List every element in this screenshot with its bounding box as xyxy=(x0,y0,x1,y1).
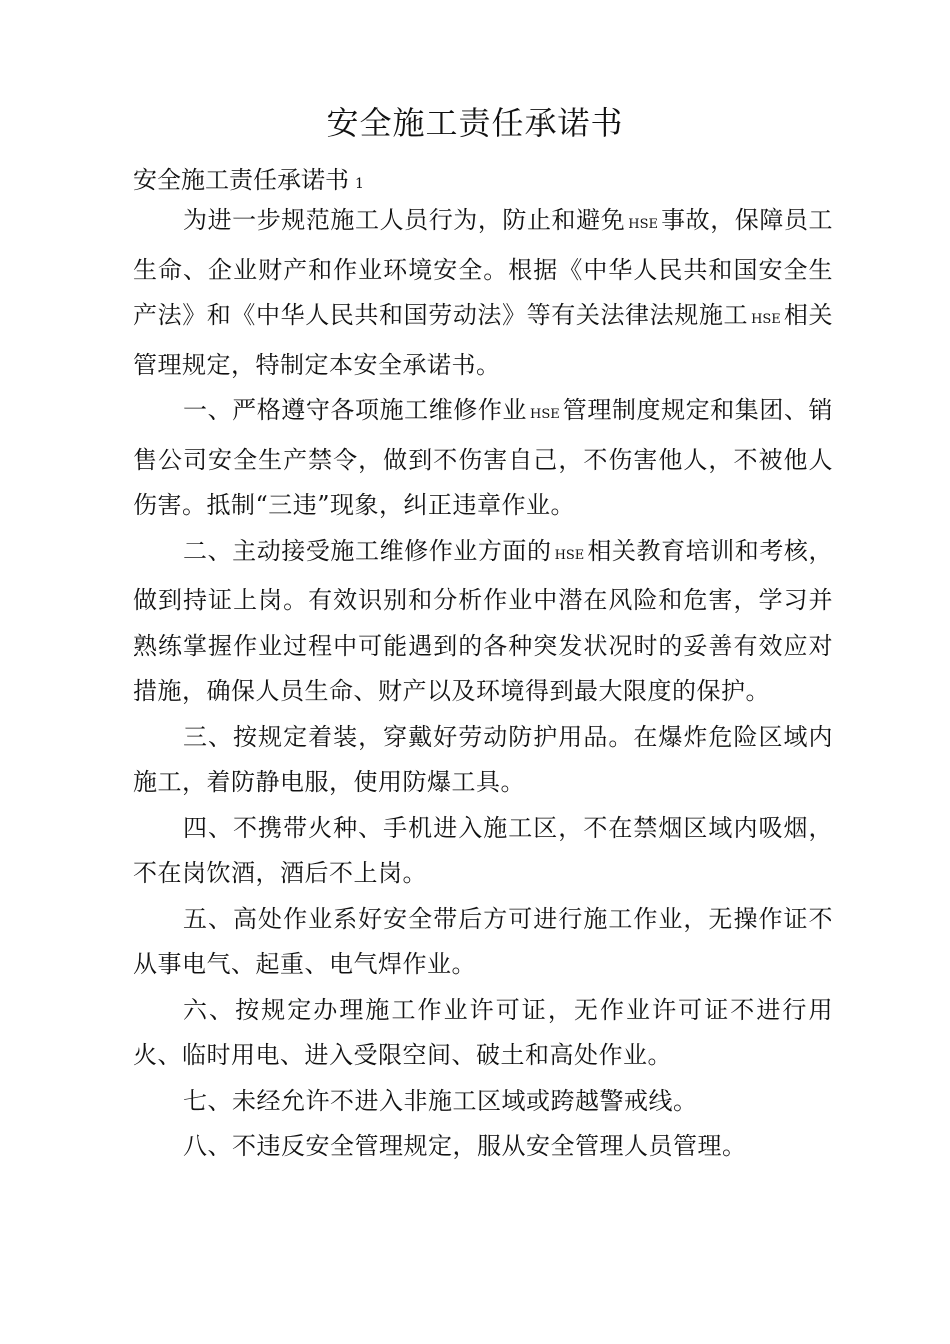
paragraph-text: 二、主动接受施工维修作业方面的 xyxy=(183,536,552,565)
document-title: 安全施工责任承诺书 xyxy=(326,104,624,142)
paragraph-text: 八、不违反安全管理规定，服从安全管理人员管理。 xyxy=(183,1132,747,1160)
paragraph-text: 七、未经允许不进入非施工区域或跨越警戒线。 xyxy=(183,1086,698,1115)
document-body xyxy=(133,198,833,1170)
paragraph xyxy=(133,806,833,897)
paragraph-text: 事故，保障员工生命、企业财产和作业环境安全。根据《中华人民共和国安全生产法》和《中华人民共和国劳动法》等有关法律法规施工 xyxy=(133,206,834,329)
paragraph xyxy=(133,529,833,715)
paragraph xyxy=(133,198,833,388)
paragraph-text: 六、按规定办理施工作业许可证，无作业许可证不进行用火、临时用电、进入受限空间、破土和高处作业。 xyxy=(133,995,833,1069)
paragraph xyxy=(133,897,833,988)
abbreviation-text: HSE xyxy=(751,312,781,327)
paragraph xyxy=(133,715,833,806)
subtitle-text: 安全施工责任承诺书 xyxy=(133,166,349,194)
paragraph-text: 一、严格遵守各项施工维修作业 xyxy=(183,396,527,424)
paragraph-text: 三、按规定着装，穿戴好劳动防护用品。在爆炸危险区域内施工，着防静电服，使用防爆工具。 xyxy=(133,722,833,796)
paragraph-text: 为进一步规范施工人员行为，防止和避免 xyxy=(183,206,626,234)
paragraph-text: 五、高处作业系好安全带后方可进行施工作业，无操作证不从事电气、起重、电气焊作业。 xyxy=(133,904,833,978)
paragraph xyxy=(133,1124,833,1170)
subtitle-number: 1 xyxy=(355,176,364,192)
paragraph xyxy=(133,988,833,1079)
abbreviation-text: HSE xyxy=(554,547,585,563)
paragraph-text: 相关教育培训和考核，做到持证上岗。有效识别和分析作业中潜在风险和危害，学习并熟练掌握作业过程中可能遇到的各种突发状况时的妥善有效应对措施，确保人员生命、财产以及环境得到最大限度的保护。 xyxy=(133,536,834,705)
paragraph xyxy=(133,1079,833,1125)
paragraph-text: 相关管理规定，特制定本安全承诺书。 xyxy=(133,301,834,379)
abbreviation-text: HSE xyxy=(530,407,560,422)
paragraph-text: 管理制度规定和集团、销售公司安全生产禁令，做到不伤害自己，不伤害他人，不被他人伤害。抵制“三违”现象，纠正违章作业。 xyxy=(133,396,834,519)
paragraph xyxy=(133,388,833,529)
abbreviation-text: HSE xyxy=(628,217,659,232)
paragraph-text: 四、不携带火种、手机进入施工区，不在禁烟区域内吸烟，不在岗饮酒，酒后不上岗。 xyxy=(133,813,833,887)
